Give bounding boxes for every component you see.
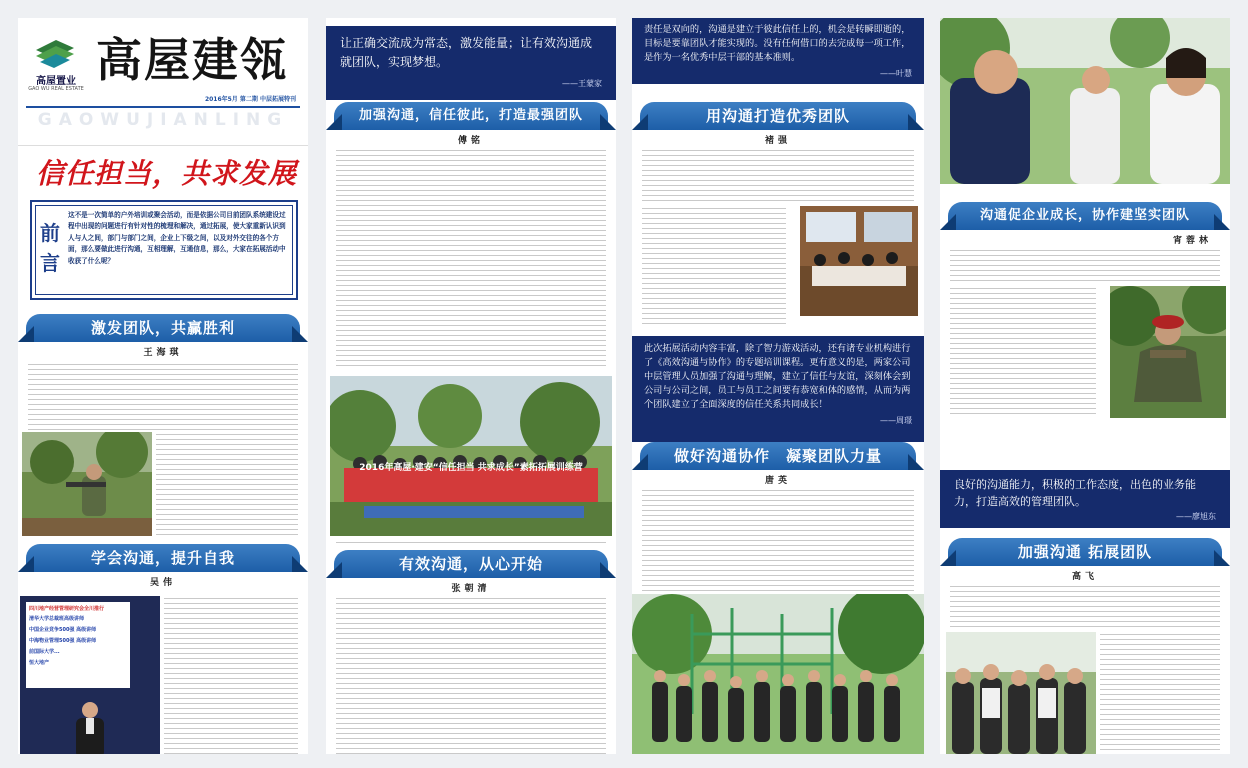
preface-text: 这不是一次简单的户外培训或聚会活动，而是依据公司目前团队系统建设过程中出现的问题进行有针对性的梳理和解决，通过拓展，使大家重新认识到人与人之间，部门与部门之间，企业上下级之间，以及对外交往的各个方面，那么要做此进行沟通，互相理解，互通信息，那么，大家在拓展活动中收获了什么呢？ bbox=[68, 211, 286, 265]
article-body-3 bbox=[326, 596, 616, 754]
article-title-banner bbox=[640, 442, 916, 470]
article-title-banner bbox=[948, 538, 1222, 566]
quote-box bbox=[632, 18, 924, 84]
quote-author: ——廖旭东 bbox=[1176, 512, 1216, 521]
article-body-2 bbox=[326, 540, 616, 546]
article-body-3 bbox=[632, 488, 924, 592]
logo-subtext: GAO WU REAL ESTATE bbox=[28, 86, 84, 92]
article-body-3 bbox=[940, 584, 1230, 630]
article-title-banner bbox=[26, 544, 300, 572]
screen-line: 中国企业竞争500强 高级讲师 bbox=[29, 627, 97, 633]
lecture-screen bbox=[26, 602, 130, 688]
masthead-pinyin: GAOWUJIANLING bbox=[37, 110, 289, 130]
masthead-rule bbox=[26, 106, 300, 108]
article-author: 吴伟 bbox=[149, 578, 176, 588]
article-author: 张朝清 bbox=[451, 584, 491, 594]
masthead bbox=[18, 18, 308, 146]
article-author: 唐英 bbox=[764, 476, 791, 486]
quote-author: ——叶慧 bbox=[880, 69, 912, 78]
photo-group-banner bbox=[330, 376, 612, 536]
column-2 bbox=[326, 18, 616, 754]
article-author: 王海琪 bbox=[143, 348, 183, 358]
photo-clapping-group bbox=[946, 632, 1096, 754]
article-title: 沟通促企业成长，协作建坚实团队 bbox=[979, 208, 1190, 223]
quote-text: 良好的沟通能力，积极的工作态度，出色的业务能力，打造高效的管理团队。 bbox=[954, 478, 1196, 508]
article-body-2 bbox=[632, 206, 796, 328]
article-author: 褚强 bbox=[764, 136, 791, 146]
quote-author: ——王蒙家 bbox=[562, 79, 602, 88]
photo-group-structure bbox=[632, 594, 924, 754]
article-body-3 bbox=[164, 596, 308, 754]
article-1 bbox=[18, 314, 308, 361]
article-8 bbox=[940, 538, 1230, 585]
quote-box bbox=[940, 470, 1230, 528]
article-body bbox=[326, 148, 616, 370]
quote-text: 此次拓展活动内容丰富，除了智力游戏活动，还有诸专业机构进行了《高效沟通与协作》的专题培训课程。更有意义的是，两家公司中层管理人员加强了沟通与理解，建立了信任与友谊，深刻体会到公司与公司之间，员工与员工之间要有恭宽和体的感情，从而为两个团队建立了全面深度的信任关系共同成长！ bbox=[644, 343, 911, 410]
screen-line: 中海物业管理500强 高级讲师 bbox=[29, 638, 97, 644]
preface-box bbox=[30, 200, 298, 300]
article-author: 傅铭 bbox=[457, 136, 484, 146]
article-author: 高飞 bbox=[1071, 572, 1098, 582]
article-2 bbox=[18, 544, 308, 591]
article-7 bbox=[940, 202, 1230, 249]
quote-text: 责任是双向的，沟通是建立于彼此信任上的，机会是转瞬即逝的，目标是要靠团队才能实现的。没有任何借口的去完成每一项工作，是作为一名优秀中层干部的基本准则。 bbox=[644, 24, 911, 63]
article-4 bbox=[326, 550, 616, 597]
logo-icon bbox=[32, 40, 78, 68]
screen-line: 四川地产经营管理研究会全川推行 bbox=[29, 606, 105, 612]
article-body bbox=[18, 362, 308, 434]
banner-caption: 2016年高屋·建安“信任担当 共求成长”素拓拓展训练营 bbox=[359, 463, 583, 473]
article-body-4 bbox=[1100, 632, 1230, 754]
quote-text: 让正确交流成为常态，激发能量；让有效沟通成就团队，实现梦想。 bbox=[340, 36, 593, 69]
article-body-2 bbox=[156, 432, 308, 536]
photo-outdoor-aiming bbox=[22, 432, 152, 536]
article-body-2 bbox=[940, 286, 1106, 414]
article-title-banner bbox=[334, 550, 608, 578]
preface-label: 前言 bbox=[40, 221, 60, 275]
screen-line: 前国际大学... bbox=[29, 649, 60, 655]
article-title: 做好沟通协作 凝聚团队力量 bbox=[673, 447, 882, 465]
masthead-title: 高屋建瓴 bbox=[96, 33, 288, 87]
article-title-banner bbox=[334, 102, 608, 130]
article-title-banner bbox=[640, 102, 916, 130]
screen-line: 清华大学总裁班高级讲师 bbox=[29, 616, 85, 622]
speaker-figure bbox=[70, 700, 110, 754]
column-3 bbox=[632, 18, 924, 754]
column-4 bbox=[940, 18, 1230, 754]
photo-meeting-room bbox=[800, 206, 918, 316]
article-body bbox=[632, 148, 924, 204]
article-title-banner bbox=[948, 202, 1222, 230]
article-title: 加强沟通 拓展团队 bbox=[1017, 543, 1153, 561]
photo-lecture-speaker bbox=[20, 596, 160, 754]
quote-box bbox=[326, 26, 616, 100]
issue-line: 2016年5月 第二期 中层拓展特刊 bbox=[204, 96, 296, 103]
article-3 bbox=[326, 102, 616, 149]
article-title-banner bbox=[26, 314, 300, 342]
article-title: 加强沟通，信任彼此，打造最强团队 bbox=[358, 108, 583, 123]
screen-line: 恒大地产 bbox=[29, 660, 50, 666]
article-title: 激发团队，共赢胜利 bbox=[90, 319, 235, 337]
article-title: 学会沟通，提升自我 bbox=[90, 549, 235, 567]
article-author: 宵蓉林 bbox=[1172, 236, 1212, 246]
photo-team-closeup bbox=[940, 18, 1230, 184]
quote-author: ——周璟 bbox=[880, 416, 912, 425]
article-5 bbox=[632, 102, 924, 149]
column-1 bbox=[18, 18, 308, 754]
article-6 bbox=[632, 442, 924, 489]
article-title: 有效沟通，从心开始 bbox=[398, 555, 543, 573]
photo-crouching-camo bbox=[1110, 286, 1226, 418]
article-body bbox=[940, 248, 1230, 284]
logo-text: 高屋置业 bbox=[36, 76, 76, 87]
slogan: 信任担当，共求发展 bbox=[36, 157, 298, 190]
quote-box bbox=[632, 336, 924, 442]
article-title: 用沟通打造优秀团队 bbox=[705, 107, 850, 125]
